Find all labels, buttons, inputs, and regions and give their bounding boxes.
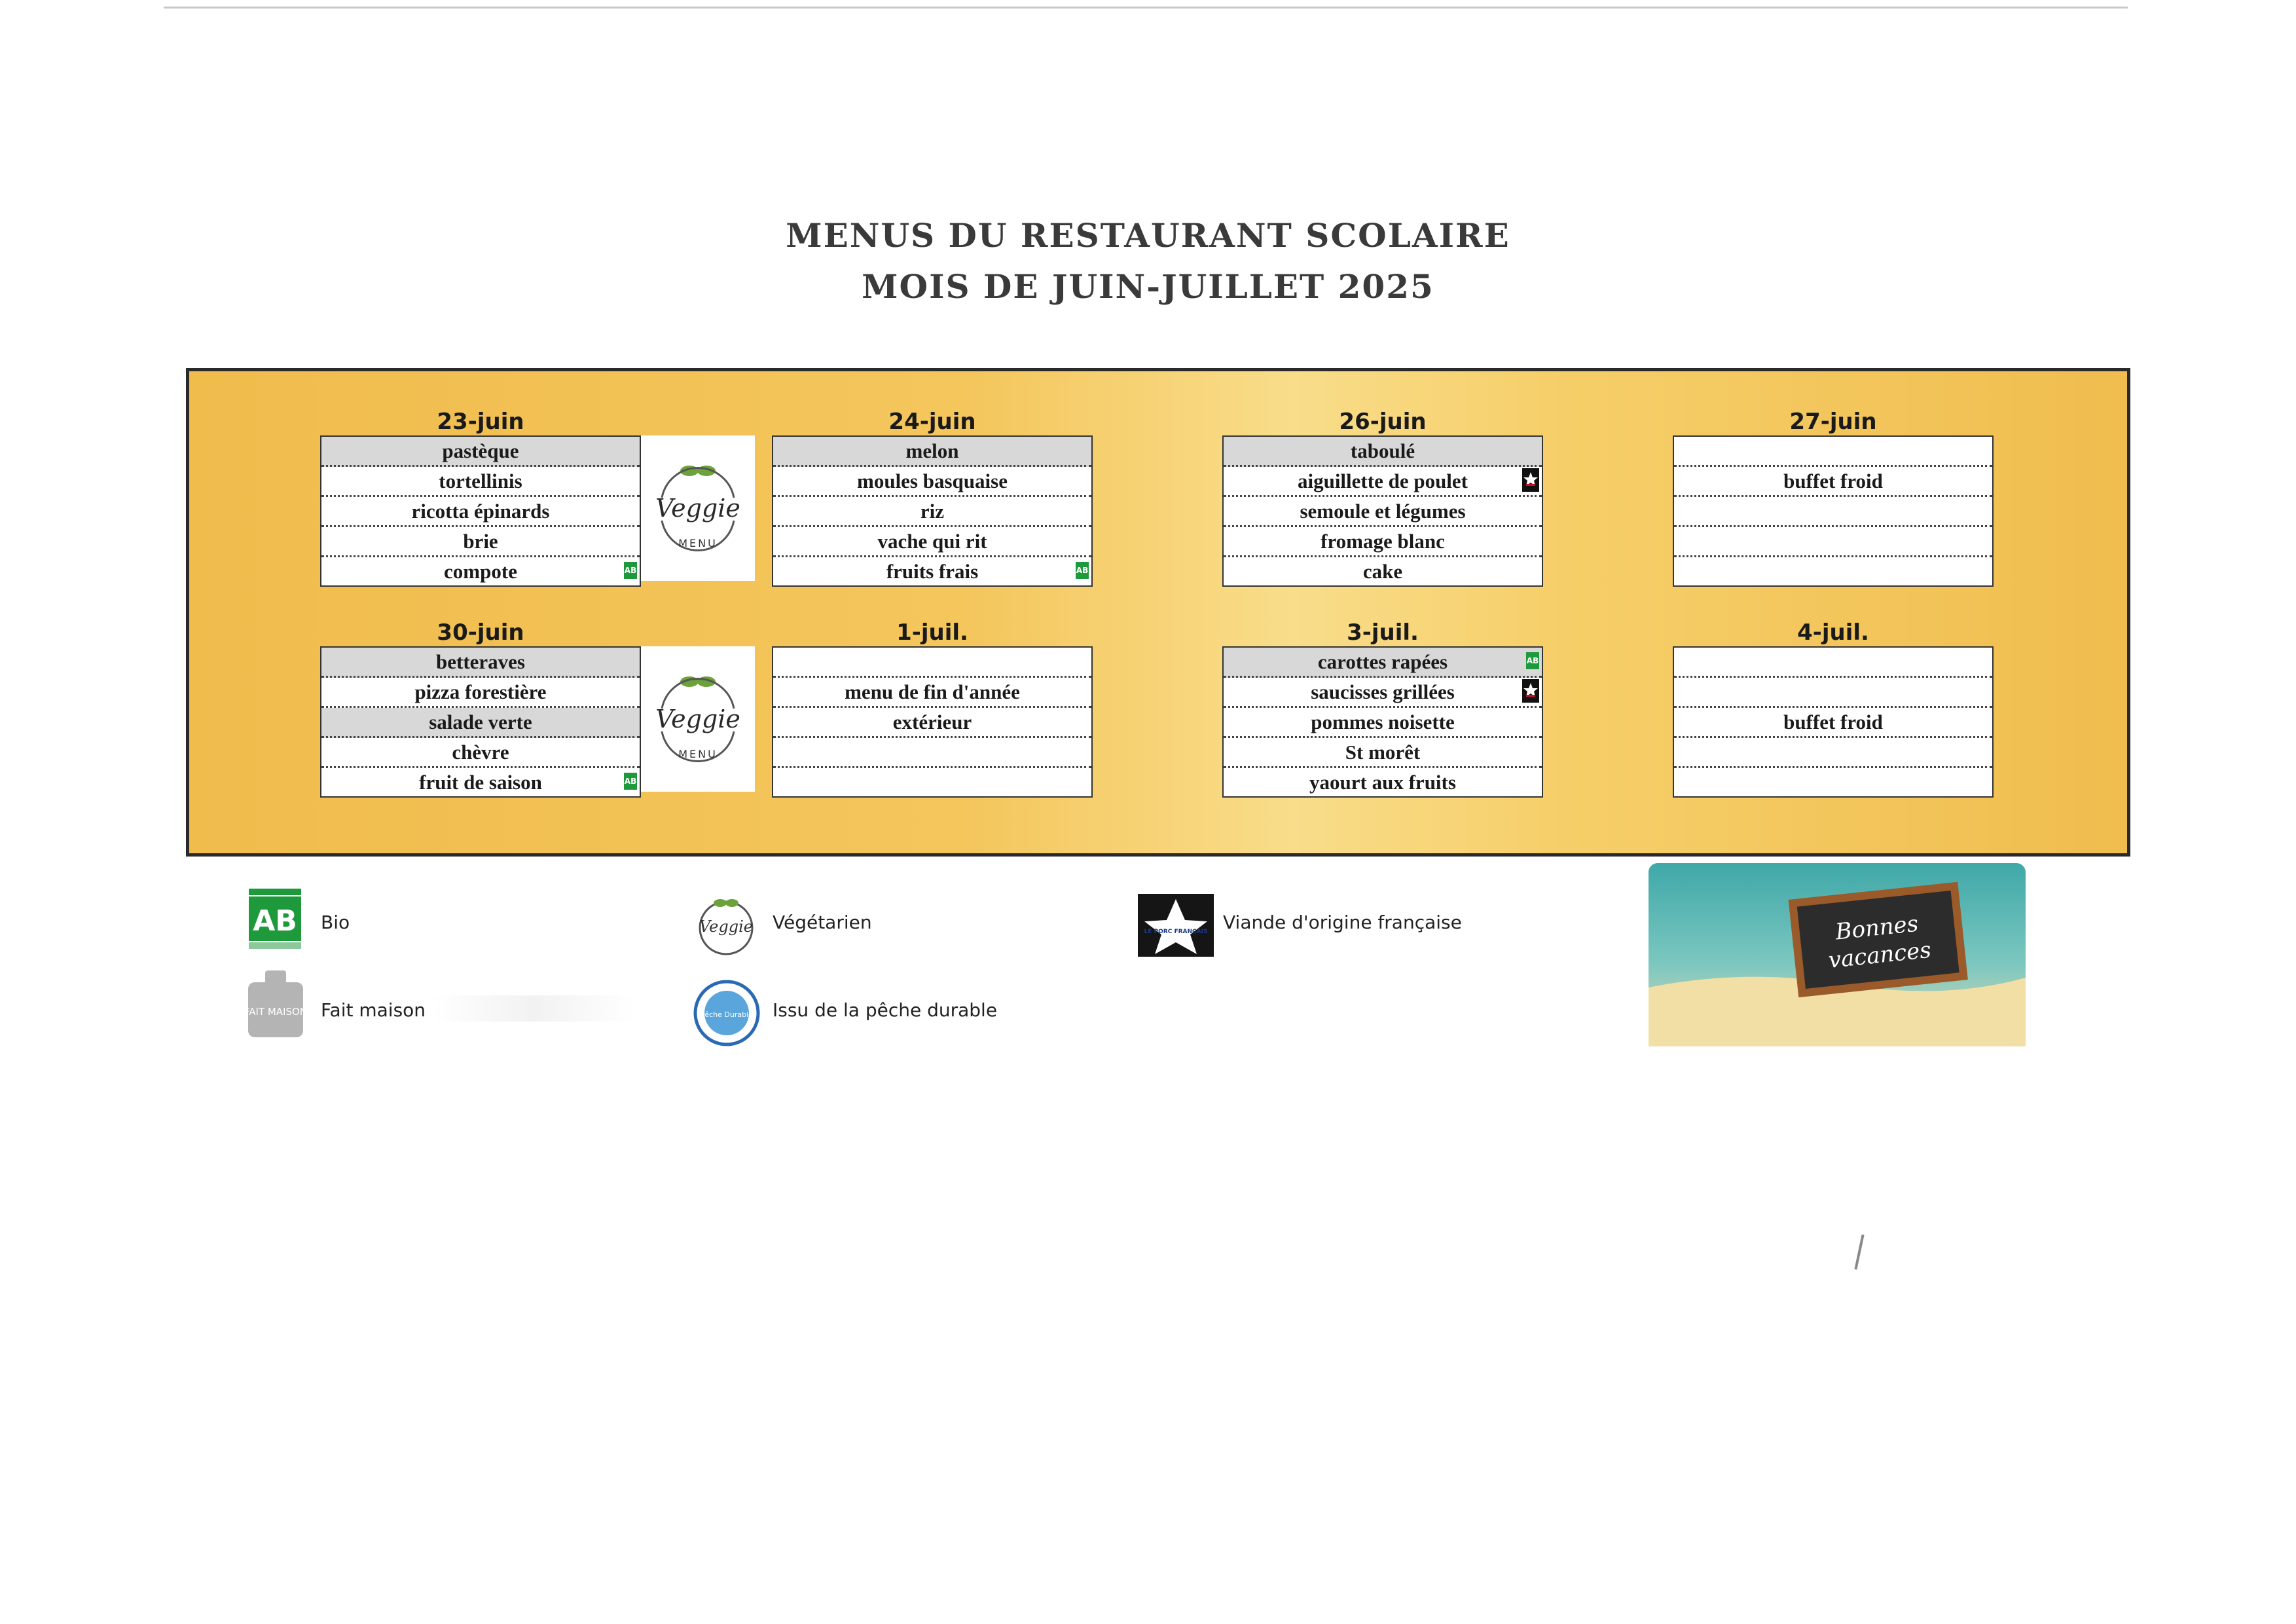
- menu-item: [321, 527, 640, 557]
- day-date: 1-juil.: [896, 619, 968, 646]
- menu-item: [1674, 648, 1992, 678]
- day-column: [320, 615, 641, 798]
- legend-vegetarien-label: Végétarien: [773, 912, 872, 933]
- day-date: 24-juin: [888, 409, 976, 435]
- menu-item-text: fruits frais: [886, 560, 979, 583]
- menu-item: [773, 527, 1091, 557]
- bio-icon: AB: [624, 562, 637, 579]
- viande-francaise-icon: [1138, 894, 1214, 960]
- fait-maison-icon: [246, 969, 306, 1043]
- menu-item-text: ricotta épinards: [411, 500, 550, 523]
- day-column: [1673, 615, 1994, 798]
- veggie-text: Veggie: [655, 705, 740, 733]
- menu-item: [1224, 678, 1542, 708]
- menu-item: [1224, 708, 1542, 738]
- vegetarien-icon: [687, 894, 765, 960]
- menu-table: [1673, 435, 1994, 587]
- menu-item-text: cake: [1362, 560, 1403, 583]
- day-column: [1673, 404, 1994, 587]
- day-date: 3-juil.: [1347, 619, 1419, 646]
- day-column: [1222, 404, 1543, 587]
- bio-icon: AB: [624, 773, 637, 790]
- menu-item: [773, 497, 1091, 527]
- menu-item: [1224, 467, 1542, 497]
- menu-table: [1222, 435, 1543, 587]
- svg-text:FAIT MAISON: FAIT MAISON: [246, 1006, 306, 1018]
- menu-item-text: compote: [444, 560, 517, 583]
- veggie-menu-icon: [641, 435, 755, 581]
- menu-item: [773, 648, 1091, 678]
- menu-item: [1674, 678, 1992, 708]
- menu-table: [320, 435, 641, 587]
- legend-fait-maison-label: Fait maison: [321, 999, 426, 1021]
- day-column: [772, 615, 1093, 798]
- day-date: 30-juin: [437, 619, 524, 646]
- veggie-sub: MENU: [678, 748, 718, 760]
- menu-table: [1222, 646, 1543, 798]
- menu-table: [320, 646, 641, 798]
- menu-item: [321, 648, 640, 678]
- legend-fade-bar: [432, 995, 635, 1022]
- menu-item-text: pizza forestière: [414, 680, 547, 703]
- menu-item-text: pastèque: [442, 439, 519, 462]
- menu-item-text: pommes noisette: [1311, 710, 1455, 733]
- bonnes-vacances-image: [1649, 863, 2026, 1046]
- menu-item-text: buffet froid: [1783, 710, 1883, 733]
- menu-item: [1674, 527, 1992, 557]
- menu-item-text: aiguillette de poulet: [1297, 470, 1468, 492]
- legend-viande-label: Viande d'origine française: [1223, 912, 1462, 933]
- menu-item-text: salade verte: [429, 710, 532, 733]
- veggie-menu-icon: [641, 646, 755, 792]
- menu-item-text: moules basquaise: [857, 470, 1008, 492]
- menu-item-text: chèvre: [452, 741, 509, 764]
- svg-text:AB: AB: [253, 904, 297, 938]
- menu-item: [1224, 648, 1542, 678]
- menu-item: [321, 557, 640, 585]
- menu-item: [1674, 437, 1992, 467]
- menu-item: [1674, 497, 1992, 527]
- menu-item: [321, 738, 640, 768]
- menu-item-text: saucisses grillées: [1311, 680, 1455, 703]
- menu-item: [1674, 708, 1992, 738]
- menu-item: [1224, 527, 1542, 557]
- menu-item-text: tortellinis: [439, 470, 522, 492]
- scan-top-line: [164, 7, 2128, 9]
- menu-item: [321, 497, 640, 527]
- menu-item: [321, 437, 640, 467]
- menu-item: [1674, 768, 1992, 796]
- day-date: 4-juil.: [1797, 619, 1869, 646]
- menu-item-text: betteraves: [436, 650, 525, 673]
- day-date: 27-juin: [1789, 409, 1877, 435]
- menu-item: [1674, 738, 1992, 768]
- french-meat-icon: [1522, 468, 1539, 492]
- menu-panel: [186, 368, 2130, 857]
- svg-text:Veggie: Veggie: [699, 917, 753, 936]
- legend-peche-label: Issu de la pêche durable: [773, 999, 998, 1021]
- menu-item-text: taboulé: [1350, 439, 1415, 462]
- svg-text:Bonnes: Bonnes: [1834, 910, 1920, 946]
- bio-icon: AB: [1076, 562, 1089, 579]
- menu-item: [773, 708, 1091, 738]
- day-column: [320, 404, 641, 587]
- menu-item: [773, 768, 1091, 796]
- menu-item-text: carottes rapées: [1317, 650, 1448, 673]
- menu-item: [1224, 768, 1542, 796]
- menu-item-text: brie: [463, 530, 498, 553]
- veggie-text: Veggie: [655, 494, 740, 523]
- peche-durable-icon: [686, 979, 767, 1050]
- day-date: 26-juin: [1339, 409, 1427, 435]
- menu-table: [1673, 646, 1994, 798]
- page-title-line1: MENUS DU RESTAURANT SCOLAIRE: [786, 216, 1510, 255]
- menu-item-text: vache qui rit: [877, 530, 987, 553]
- french-meat-icon: [1522, 679, 1539, 703]
- menu-item: [321, 678, 640, 708]
- menu-item-text: yaourt aux fruits: [1309, 771, 1456, 794]
- svg-text:LE PORC FRANÇAIS: LE PORC FRANÇAIS: [1144, 929, 1208, 935]
- menu-item: [773, 738, 1091, 768]
- menu-item-text: fromage blanc: [1321, 530, 1445, 553]
- menu-item: [321, 768, 640, 796]
- svg-text:vacances: vacances: [1827, 936, 1933, 974]
- menu-item-text: riz: [920, 500, 945, 523]
- veggie-sub: MENU: [678, 537, 718, 549]
- svg-text:Pêche Durable: Pêche Durable: [701, 1010, 753, 1019]
- menu-table: [772, 646, 1093, 798]
- menu-item: [1674, 557, 1992, 585]
- menu-item-text: semoule et légumes: [1300, 500, 1466, 523]
- menu-item: [1224, 738, 1542, 768]
- scan-mark: [1854, 1234, 1864, 1270]
- menu-item: [773, 467, 1091, 497]
- menu-item-text: buffet froid: [1783, 470, 1883, 492]
- bio-icon: AB: [1526, 652, 1539, 669]
- menu-item: [1224, 497, 1542, 527]
- menu-item-text: menu de fin d'année: [845, 680, 1020, 703]
- menu-item: [773, 557, 1091, 585]
- day-date: 23-juin: [437, 409, 524, 435]
- menu-item: [773, 437, 1091, 467]
- bio-icon: [247, 887, 302, 953]
- menu-item: [321, 467, 640, 497]
- legend-bio-label: Bio: [321, 912, 350, 933]
- menu-item: [1674, 467, 1992, 497]
- menu-item-text: extérieur: [892, 710, 972, 733]
- menu-item: [773, 678, 1091, 708]
- menu-item: [1224, 437, 1542, 467]
- page-title-line2: MOIS DE JUIN-JUILLET 2025: [862, 267, 1434, 306]
- menu-item-text: St morêt: [1345, 741, 1421, 764]
- menu-table: [772, 435, 1093, 587]
- menu-item-text: melon: [905, 439, 959, 462]
- menu-item-text: fruit de saison: [419, 771, 542, 794]
- menu-item: [321, 708, 640, 738]
- day-column: [772, 404, 1093, 587]
- day-column: [1222, 615, 1543, 798]
- menu-item: [1224, 557, 1542, 585]
